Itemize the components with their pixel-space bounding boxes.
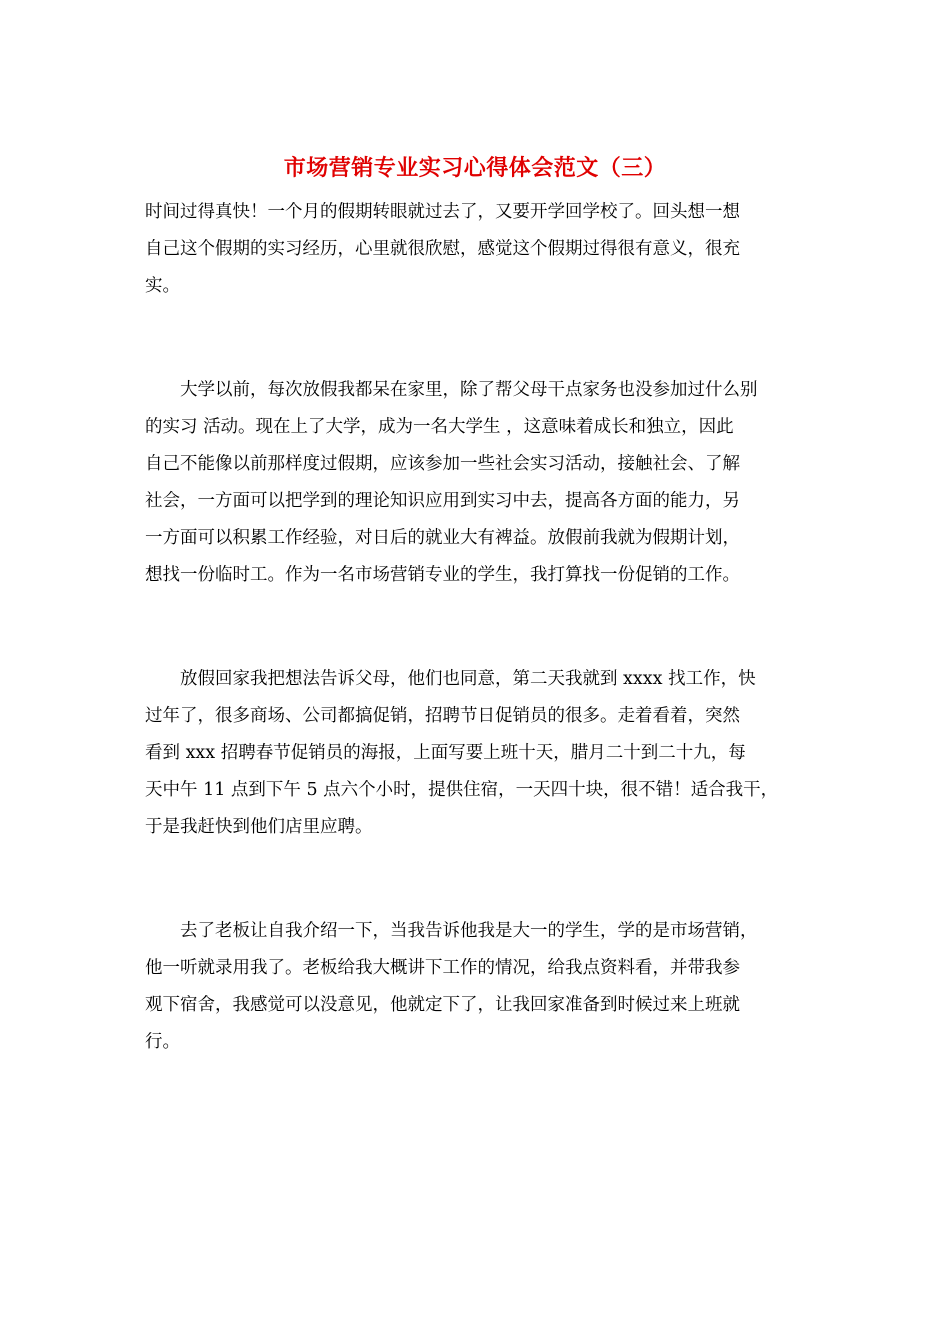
paragraph-2-line-4: 社会，一方面可以把学到的理论知识应用到实习中去，提高各方面的能力，另 bbox=[145, 491, 740, 511]
paragraph-2-line-2: 的实习 活动。现在上了大学，成为一名大学生 ，这意味着成长和独立，因此 bbox=[145, 417, 734, 437]
paragraph-3-line-5: 于是我赶快到他们店里应聘。 bbox=[145, 817, 373, 837]
paragraph-4-line-1: 去了老板让自我介绍一下，当我告诉他我是大一的学生，学的是市场营销， bbox=[145, 921, 758, 941]
paragraph-4-line-4: 行。 bbox=[145, 1032, 180, 1052]
paragraph-3-line-3: 看到 xxx 招聘春节促销员的海报，上面写要上班十天，腊月二十到二十九，每 bbox=[145, 743, 746, 763]
paragraph-3-line-1: 放假回家我把想法告诉父母，他们也同意，第二天我就到 xxxx 找工作，快 bbox=[145, 669, 756, 689]
paragraph-4-line-2: 他一听就录用我了。老板给我大概讲下工作的情况，给我点资料看，并带我参 bbox=[145, 958, 740, 978]
paragraph-2-line-1: 大学以前，每次放假我都呆在家里，除了帮父母干点家务也没参加过什么别 bbox=[145, 380, 758, 400]
paragraph-2-line-6: 想找一份临时工。作为一名市场营销专业的学生，我打算找一份促销的工作。 bbox=[145, 565, 740, 585]
paragraph-1-line-1: 时间过得真快！一个月的假期转眼就过去了，又要开学回学校了。回头想一想 bbox=[145, 202, 740, 222]
document-title: 市场营销专业实习心得体会范文（三） bbox=[283, 155, 667, 181]
paragraph-2-line-3: 自己不能像以前那样度过假期，应该参加一些社会实习活动，接触社会、了解 bbox=[145, 454, 740, 474]
paragraph-2-line-5: 一方面可以积累工作经验，对日后的就业大有裨益。放假前我就为假期计划， bbox=[145, 528, 740, 548]
paragraph-3-line-4: 天中午 11 点到下午 5 点六个小时，提供住宿，一天四十块，很不错！适合我干， bbox=[145, 780, 779, 800]
paragraph-1-line-3: 实。 bbox=[145, 276, 180, 296]
paragraph-4-line-3: 观下宿舍，我感觉可以没意见，他就定下了，让我回家准备到时候过来上班就 bbox=[145, 995, 740, 1015]
paragraph-1-line-2: 自己这个假期的实习经历，心里就很欣慰，感觉这个假期过得很有意义，很充 bbox=[145, 239, 740, 259]
paragraph-3-line-2: 过年了，很多商场、公司都搞促销，招聘节日促销员的很多。走着看着，突然 bbox=[145, 706, 740, 726]
